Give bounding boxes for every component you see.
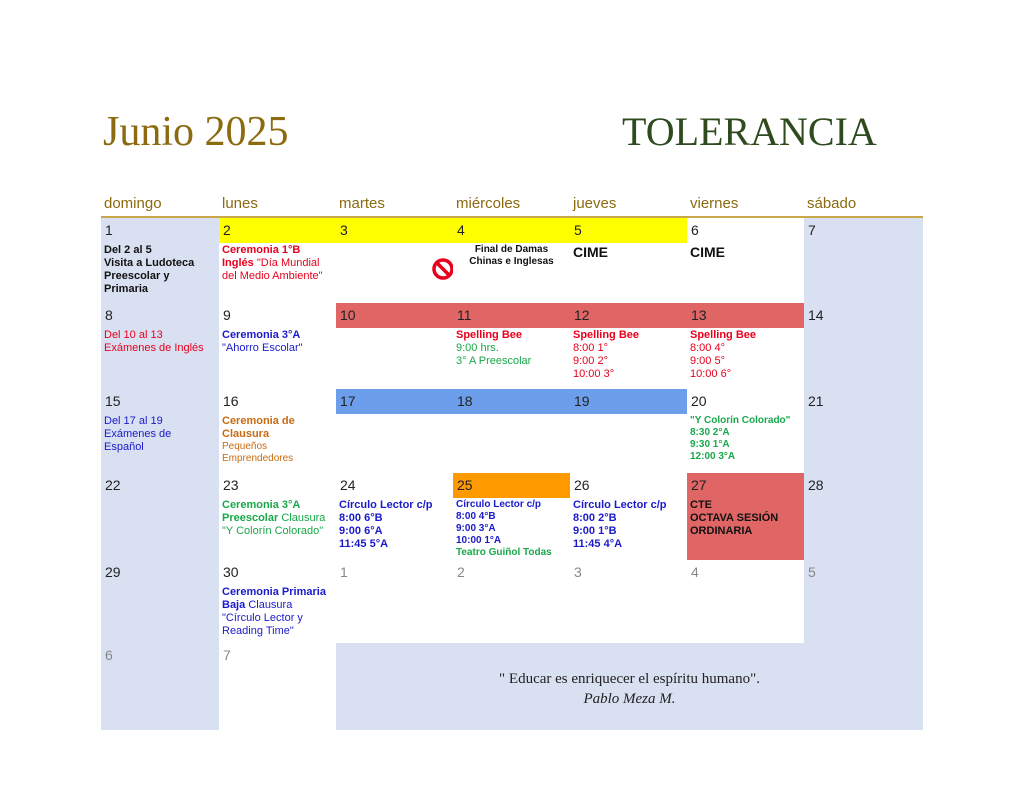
day-number: 3 bbox=[574, 564, 582, 580]
theme-title: TOLERANCIA bbox=[622, 109, 877, 154]
day-number: 5 bbox=[570, 218, 687, 243]
day-cell[interactable] bbox=[453, 389, 570, 473]
day-number: 10 bbox=[336, 303, 453, 328]
day-cell[interactable] bbox=[219, 218, 336, 303]
day-number: 6 bbox=[105, 647, 113, 663]
event-text: Ceremonia 3°A Preescolar Clausura "Y Colorín Colorado" bbox=[222, 499, 326, 537]
day-number: 15 bbox=[105, 393, 121, 409]
day-cell[interactable] bbox=[336, 560, 453, 643]
event-text: Spelling Bee 9:00 hrs. 3° A Preescolar bbox=[456, 329, 532, 367]
day-cell[interactable] bbox=[336, 473, 453, 560]
day-number: 29 bbox=[105, 564, 121, 580]
day-cell[interactable] bbox=[219, 560, 336, 643]
day-cell[interactable] bbox=[219, 643, 336, 730]
day-cell[interactable] bbox=[219, 473, 336, 560]
day-cell[interactable] bbox=[453, 218, 570, 303]
event-text: Del 17 al 19 Exámenes de Español bbox=[104, 415, 172, 453]
day-number: 26 bbox=[574, 477, 590, 493]
day-cell[interactable] bbox=[101, 303, 219, 389]
weekday-monday: lunes bbox=[222, 195, 258, 212]
day-number: 2 bbox=[457, 564, 465, 580]
day-number: 22 bbox=[105, 477, 121, 493]
day-number: 13 bbox=[687, 303, 804, 328]
day-number: 4 bbox=[453, 218, 570, 243]
day-number: 23 bbox=[223, 477, 239, 493]
day-cell[interactable] bbox=[687, 473, 804, 560]
day-cell[interactable] bbox=[101, 560, 219, 643]
event-text: Del 10 al 13 Exámenes de Inglés bbox=[104, 329, 204, 354]
weekday-friday: viernes bbox=[690, 195, 739, 212]
day-number: 8 bbox=[105, 307, 113, 323]
event-text: Círculo Lector c/p 8:00 4°B 9:00 3°A 10:00 1°A Teatro Guiñol Todas bbox=[456, 499, 552, 558]
day-number: 7 bbox=[223, 647, 231, 663]
day-cell[interactable] bbox=[687, 303, 804, 389]
event-text: Círculo Lector c/p 8:00 2°B 9:00 1°B 11:45 4°A bbox=[573, 499, 667, 550]
weekday-header bbox=[101, 194, 923, 218]
day-number: 2 bbox=[219, 218, 336, 243]
day-cell[interactable] bbox=[336, 389, 453, 473]
day-number: 30 bbox=[223, 564, 239, 580]
no-entry-icon bbox=[432, 258, 453, 280]
weekday-thursday: jueves bbox=[573, 195, 617, 212]
day-number: 1 bbox=[340, 564, 348, 580]
event-text: Spelling Bee 8:00 1° 9:00 2° 10:00 3° bbox=[573, 329, 640, 380]
day-number: 27 bbox=[691, 477, 707, 493]
quote-box bbox=[336, 643, 923, 730]
day-number: 28 bbox=[808, 477, 824, 493]
day-cell[interactable] bbox=[101, 473, 219, 560]
day-number: 4 bbox=[691, 564, 699, 580]
day-number: 12 bbox=[570, 303, 687, 328]
weekday-wednesday: miércoles bbox=[456, 195, 521, 212]
day-cell[interactable] bbox=[570, 303, 687, 389]
day-number: 14 bbox=[808, 307, 824, 323]
day-cell[interactable] bbox=[453, 303, 570, 389]
event-text: Ceremonia 1°B Inglés "Día Mundial del Medio Ambiente" bbox=[222, 244, 323, 282]
day-cell[interactable] bbox=[804, 218, 923, 303]
event-text: CIME bbox=[690, 244, 725, 260]
day-cell[interactable] bbox=[687, 560, 804, 643]
day-number: 7 bbox=[808, 222, 816, 238]
day-cell[interactable] bbox=[453, 473, 570, 560]
day-cell[interactable] bbox=[219, 389, 336, 473]
day-number: 3 bbox=[336, 218, 453, 243]
day-number: 20 bbox=[691, 393, 707, 409]
day-cell[interactable] bbox=[101, 389, 219, 473]
day-number: 16 bbox=[223, 393, 239, 409]
day-cell[interactable] bbox=[336, 218, 453, 303]
day-cell[interactable] bbox=[804, 389, 923, 473]
event-text: CTE OCTAVA SESIÓN ORDINARIA bbox=[690, 499, 779, 537]
day-cell[interactable] bbox=[570, 218, 687, 303]
day-cell[interactable] bbox=[336, 303, 453, 389]
day-cell[interactable] bbox=[804, 303, 923, 389]
day-cell[interactable] bbox=[804, 560, 923, 643]
day-number: 24 bbox=[340, 477, 356, 493]
day-cell[interactable] bbox=[570, 389, 687, 473]
day-number: 5 bbox=[808, 564, 816, 580]
quote-text: " Educar es enriquecer el espíritu humano". bbox=[499, 671, 760, 687]
event-text: Final de Damas Chinas e Inglesas bbox=[469, 244, 554, 267]
day-number: 25 bbox=[453, 473, 570, 498]
day-number: 11 bbox=[453, 303, 570, 328]
day-cell[interactable] bbox=[453, 560, 570, 643]
event-text: Ceremonia Primaria Baja Clausura "Círculo Lector y Reading Time" bbox=[222, 586, 326, 637]
day-cell[interactable] bbox=[570, 473, 687, 560]
event-text: Ceremonia 3°A "Ahorro Escolar" bbox=[222, 329, 303, 354]
day-cell[interactable] bbox=[687, 218, 804, 303]
day-cell[interactable] bbox=[804, 473, 923, 560]
weekday-tuesday: martes bbox=[339, 195, 385, 212]
day-cell[interactable] bbox=[570, 560, 687, 643]
month-title: Junio 2025 bbox=[103, 109, 289, 155]
day-number: 17 bbox=[336, 389, 453, 414]
day-number: 19 bbox=[570, 389, 687, 414]
event-text: Ceremonia de Clausura Pequeños Emprendedores bbox=[222, 415, 295, 464]
weekday-saturday: sábado bbox=[807, 195, 857, 212]
event-text: Del 2 al 5 Visita a Ludoteca Preescolar y Primaria bbox=[104, 244, 195, 295]
day-number: 6 bbox=[691, 222, 699, 238]
event-text: Spelling Bee 8:00 4° 9:00 5° 10:00 6° bbox=[690, 329, 757, 380]
weekday-sunday: domingo bbox=[104, 195, 162, 212]
quote-author: Pablo Meza M. bbox=[583, 691, 676, 707]
day-number: 21 bbox=[808, 393, 824, 409]
day-number: 18 bbox=[453, 389, 570, 414]
event-text: "Y Colorín Colorado" 8:30 2°A 9:30 1°A 12:00 3°A bbox=[690, 415, 791, 462]
day-cell[interactable] bbox=[101, 218, 219, 303]
day-cell[interactable] bbox=[101, 643, 219, 730]
event-text: CIME bbox=[573, 244, 608, 260]
event-text: Círculo Lector c/p 8:00 6°B 9:00 6°A 11:45 5°A bbox=[339, 499, 433, 550]
day-number: 1 bbox=[105, 222, 113, 238]
day-cell[interactable] bbox=[687, 389, 804, 473]
day-cell[interactable] bbox=[219, 303, 336, 389]
day-number: 9 bbox=[223, 307, 231, 323]
